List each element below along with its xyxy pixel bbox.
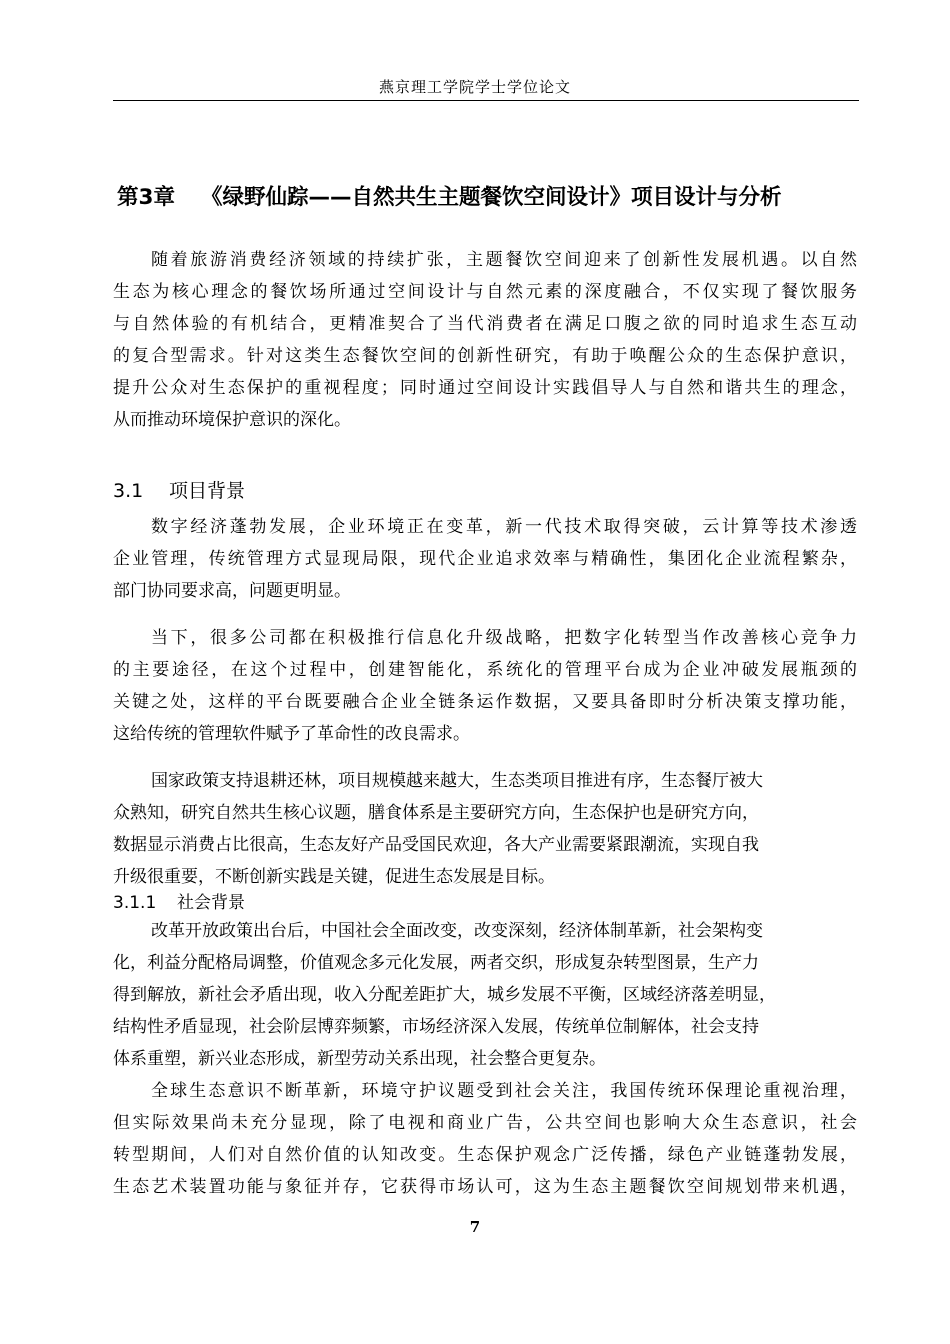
text-line: 得到解放，新社会矛盾出现，收入分配差距扩大，城乡发展不平衡，区域经济落差明显， [113,985,776,1005]
section-number: 3.1 [113,480,144,502]
background-paragraph-2 [113,622,857,750]
running-header-title: 燕京理工学院学士学位论文 [378,78,571,96]
text-line: 的复合型需求。针对这类生态餐饮空间的创新性研究，有助于唤醒公众的生态保护意识， [113,346,857,366]
subsection-title: 社会背景 [177,893,245,913]
subsection-number: 3.1.1 [113,893,157,913]
text-line: 结构性矛盾显现，社会阶层博弈频繁，市场经济深入发展，传统单位制解体，社会支持 [113,1017,759,1037]
text-line: 化，利益分配格局调整，价值观念多元化发展，两者交织，形成复杂转型图景，生产力 [113,953,759,973]
text-line: 全球生态意识不断革新，环境守护议题受到社会关注，我国传统环保理论重视治理， [151,1081,857,1101]
text-line: 从而推动环境保护意识的深化。 [113,410,351,430]
text-line: 这给传统的管理软件赋予了革命性的改良需求。 [113,724,470,744]
social-background-paragraph-1 [113,915,857,1075]
text-line: 数据显示消费占比很高，生态友好产品受国民欢迎，各大产业需要紧跟潮流，实现自我 [113,835,759,855]
chapter-title-text: 《绿野仙踪——自然共生主题餐饮空间设计》项目设计与分析 [200,185,782,210]
text-line: 关键之处，这样的平台既要融合企业全链条运作数据，又要具备即时分析决策支撑功能， [113,692,857,712]
text-line: 的主要途径，在这个过程中，创建智能化，系统化的管理平台成为企业冲破发展瓶颈的 [113,660,857,680]
text-line: 当下，很多公司都在积极推行信息化升级战略，把数字化转型当作改善核心竞争力 [151,628,857,648]
background-paragraph-3 [113,765,857,893]
page-number: 7 [469,1218,481,1236]
text-line: 改革开放政策出台后，中国社会全面改变，改变深刻，经济体制革新，社会架构变 [151,921,763,941]
text-line: 部门协同要求高，问题更明显。 [113,581,351,601]
text-line: 提升公众对生态保护的重视程度；同时通过空间设计实践倡导人与自然和谐共生的理念， [113,378,857,398]
section-heading-3-1 [113,476,245,503]
intro-paragraph [113,244,857,436]
text-line: 随着旅游消费经济领域的持续扩张，主题餐饮空间迎来了创新性发展机遇。以自然 [151,250,857,270]
text-line: 生态为核心理念的餐饮场所通过空间设计与自然元素的深度融合，不仅实现了餐饮服务 [113,282,857,302]
text-line: 但实际效果尚未充分显现，除了电视和商业广告，公共空间也影响大众生态意识，社会 [113,1113,857,1133]
header-divider [113,100,859,101]
text-line: 升级很重要，不断创新实践是关键，促进生态发展是目标。 [113,867,555,887]
text-line: 与自然体验的有机结合，更精准契合了当代消费者在满足口腹之欲的同时追求生态互动 [113,314,857,334]
text-line: 国家政策支持退耕还林，项目规模越来越大，生态类项目推进有序，生态餐厅被大 [151,771,763,791]
social-background-paragraph-2 [113,1075,857,1203]
section-title: 项目背景 [169,480,246,502]
text-line: 生态艺术装置功能与象征并存，它获得市场认可，这为生态主题餐饮空间规划带来机遇， [113,1177,857,1197]
background-paragraph-1 [113,511,857,607]
text-line: 众熟知，研究自然共生核心议题，膳食体系是主要研究方向，生态保护也是研究方向， [113,803,759,823]
subsection-heading-3-1-1 [113,888,245,913]
text-line: 转型期间，人们对自然价值的认知改变。生态保护观念广泛传播，绿色产业链蓬勃发展， [113,1145,857,1165]
chapter-heading [117,180,877,211]
text-line: 体系重塑，新兴业态形成，新型劳动关系出现，社会整合更复杂。 [113,1049,606,1069]
text-line: 企业管理，传统管理方式显现局限，现代企业追求效率与精确性，集团化企业流程繁杂， [113,549,857,569]
chapter-number: 第3章 [117,185,175,210]
text-line: 数字经济蓬勃发展，企业环境正在变革，新一代技术取得突破，云计算等技术渗透 [151,517,857,537]
